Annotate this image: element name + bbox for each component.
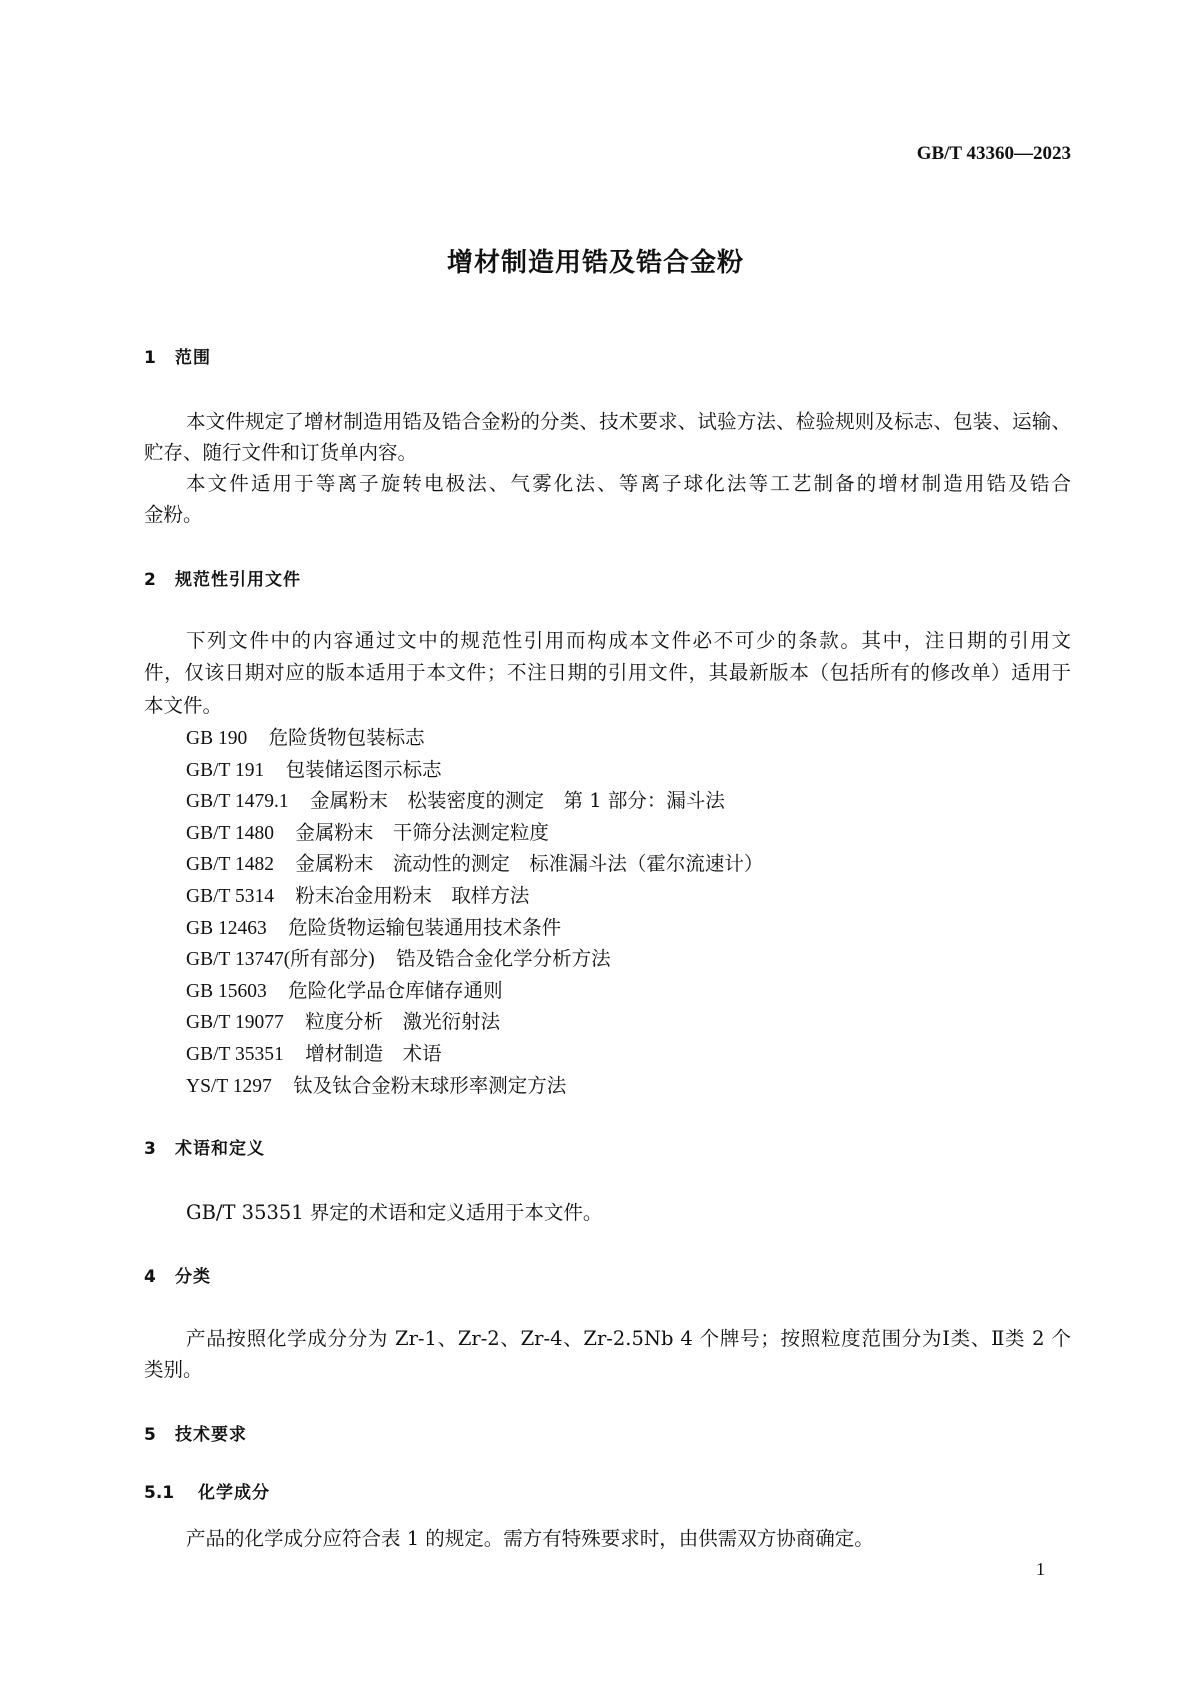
reference-item [186,1007,500,1037]
section-5-1-title: 化学成分 [198,1483,270,1503]
reference-item [186,1071,566,1101]
reference-code: GB/T 1482 [186,854,274,876]
paragraph-line: 下列文件中的内容通过文中的规范性引用而构成本文件必不可少的条款。其中，注日期的引用文 [186,629,1071,652]
reference-title: 粉末冶金用粉末 取样方法 [295,884,530,907]
section-5-title: 技术要求 [175,1425,247,1445]
section-3-number: 3 [144,1139,156,1159]
paragraph-line: 本文件规定了增材制造用锆及锆合金粉的分类、技术要求、试验方法、检验规则及标志、包装、运输、 [186,410,1071,433]
paragraph-line: 件，仅该日期对应的版本适用于本文件；不注日期的引用文件，其最新版本（包括所有的修改单）适用于 [144,661,1071,684]
paragraph-line: 本文件适用于等离子旋转电极法、气雾化法、等离子球化法等工艺制备的增材制造用锆及锆合 [186,472,1071,495]
reference-code: GB/T 19077 [186,1012,284,1034]
reference-item [186,755,442,785]
paragraph-line: 金粉。 [144,503,203,526]
standard-number: GB/T 43360—2023 [916,143,1071,164]
reference-title: 锆及锆合金化学分析方法 [396,947,611,971]
section-2-title: 规范性引用文件 [175,570,301,590]
reference-code: YS/T 1297 [186,1075,272,1097]
reference-item [186,849,763,879]
reference-title: 钛及钛合金粉末球形率测定方法 [293,1073,567,1097]
reference-item [186,786,725,816]
section-2-number: 2 [144,570,156,590]
reference-code: GB 190 [186,728,248,749]
reference-item [186,913,561,943]
reference-code: GB/T 35351 [186,1044,284,1065]
reference-title: 粒度分析 激光衍射法 [305,1010,501,1034]
reference-code: GB 15603 [186,980,267,1002]
page-number: 1 [1036,1559,1045,1579]
reference-code: GB/T 1479.1 [186,791,289,813]
paragraph-line: 产品的化学成分应符合表 1 的规定。需方有特殊要求时，由供需双方协商确定。 [186,1527,874,1550]
paragraph-line: 本文件。 [144,694,223,717]
paragraph-line: 贮存、随行文件和订货单内容。 [144,441,418,464]
reference-title: 金属粉末 松装密度的测定 第 1 部分：漏斗法 [310,789,725,813]
reference-code: GB/T 5314 [186,886,274,907]
reference-title: 金属粉末 流动性的测定 标准漏斗法（霍尔流速计） [295,852,764,876]
section-5-1-number: 5.1 [144,1483,175,1503]
paragraph-line: GB/T 35351 界定的术语和定义适用于本文件。 [186,1201,603,1224]
reference-code: GB/T 1480 [186,822,274,844]
section-1-number: 1 [144,348,156,368]
reference-title: 危险化学品仓库储存通则 [288,978,503,1002]
paragraph-line: 类别。 [144,1358,203,1381]
reference-title: 金属粉末 干筛分法测定粒度 [295,820,549,844]
reference-item [186,723,425,753]
reference-code: GB/T 191 [186,759,265,781]
page-title: 增材制造用锆及锆合金粉 [446,248,744,278]
reference-item [186,1039,442,1069]
reference-item [186,881,529,911]
reference-code: GB 12463 [186,917,267,939]
reference-item [186,944,611,974]
paragraph-line: 产品按照化学成分分为 Zr-1、Zr-2、Zr-4、Zr-2.5Nb 4 个牌号；按照粒度范围分为Ⅰ类、Ⅱ类 2 个 [186,1327,1071,1350]
reference-item [186,976,503,1006]
reference-code: GB/T 13747(所有部分) [186,949,375,971]
reference-title: 增材制造 术语 [305,1042,442,1065]
reference-title: 危险货物包装标志 [268,726,425,749]
reference-title: 危险货物运输包装通用技术条件 [288,915,562,939]
section-1-title: 范围 [175,348,211,368]
section-3-title: 术语和定义 [175,1139,265,1159]
section-4-title: 分类 [175,1267,211,1287]
reference-title: 包装储运图示标志 [285,757,442,781]
section-5-number: 5 [144,1425,156,1445]
section-4-number: 4 [144,1267,156,1287]
reference-item [186,818,549,848]
